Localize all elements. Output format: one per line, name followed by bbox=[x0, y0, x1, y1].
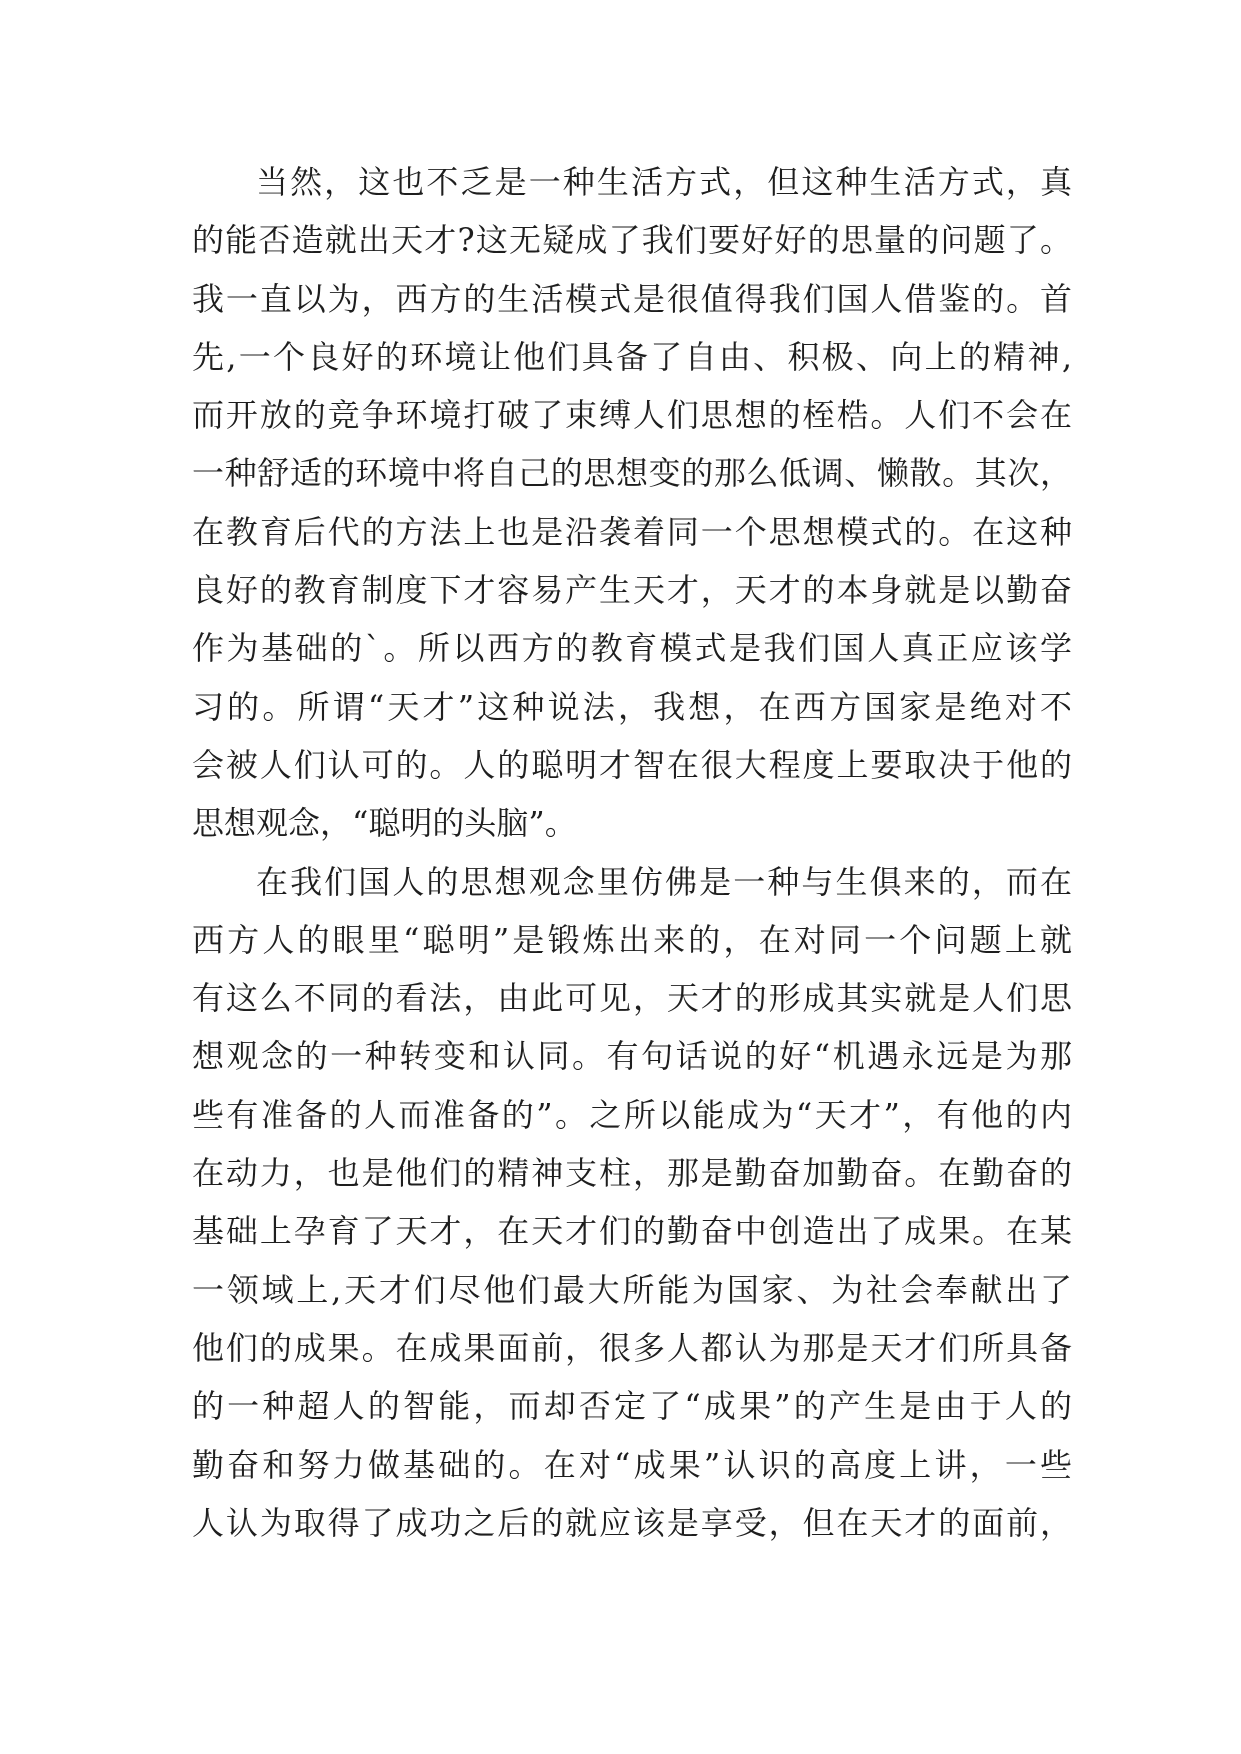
paragraph-2-line-8: 一领域上,天才们尽他们最大所能为国家、为社会奉献出了 bbox=[192, 1270, 1072, 1309]
paragraph-1-line-8: 良好的教育制度下才容易产生天才，天才的本身就是以勤奋 bbox=[192, 571, 1072, 610]
paragraph-2-line-3: 有这么不同的看法，由此可见，天才的形成其实就是人们思 bbox=[192, 979, 1072, 1018]
paragraph-1-line-9: 作为基础的`。所以西方的教育模式是我们国人真正应该学 bbox=[192, 629, 1072, 668]
paragraph-2-line-4: 想观念的一种转变和认同。有句话说的好“机遇永远是为那 bbox=[192, 1037, 1072, 1076]
body-text bbox=[192, 162, 1072, 1561]
paragraph-1-line-6: 一种舒适的环境中将自己的思想变的那么低调、懒散。其次， bbox=[192, 454, 1072, 493]
paragraph-1-line-3: 我一直以为，西方的生活模式是很值得我们国人借鉴的。首 bbox=[192, 279, 1072, 318]
paragraph-1-line-1: 当然，这也不乏是一种生活方式，但这种生活方式，真 bbox=[256, 163, 1072, 201]
paragraph-2-line-12: 人认为取得了成功之后的就应该是享受，但在天才的面前， bbox=[192, 1503, 1072, 1542]
paragraph-1-line-4: 先,一个良好的环境让他们具备了自由、积极、向上的精神, bbox=[192, 337, 1072, 376]
paragraph-2-line-9: 他们的成果。在成果面前，很多人都认为那是天才们所具备 bbox=[192, 1328, 1072, 1367]
paragraph-1-line-12: 思想观念，“聪明的头脑”。 bbox=[192, 804, 577, 843]
paragraph-1-line-5: 而开放的竞争环境打破了束缚人们思想的桎梏。人们不会在 bbox=[192, 396, 1072, 435]
paragraph-2-line-11: 勤奋和努力做基础的。在对“成果”认识的高度上讲，一些 bbox=[192, 1445, 1072, 1484]
paragraph-2-line-1: 在我们国人的思想观念里仿佛是一种与生俱来的，而在 bbox=[256, 862, 1072, 901]
paragraph-1-line-11: 会被人们认可的。人的聪明才智在很大程度上要取决于他的 bbox=[192, 745, 1072, 784]
paragraph-1-line-10: 习的。所谓“天才”这种说法，我想，在西方国家是绝对不 bbox=[192, 687, 1072, 726]
paragraph-2-line-7: 基础上孕育了天才，在天才们的勤奋中创造出了成果。在某 bbox=[192, 1212, 1072, 1251]
paragraph-1-line-7: 在教育后代的方法上也是沿袭着同一个思想模式的。在这种 bbox=[192, 512, 1072, 551]
paragraph-2-line-5: 些有准备的人而准备的”。之所以能成为“天才”，有他的内 bbox=[192, 1095, 1072, 1134]
paragraph-2-line-10: 的一种超人的智能，而却否定了“成果”的产生是由于人的 bbox=[192, 1387, 1072, 1426]
paragraph-2-line-2: 西方人的眼里“聪明”是锻炼出来的，在对同一个问题上就 bbox=[192, 920, 1072, 959]
paragraph-2-line-6: 在动力，也是他们的精神支柱，那是勤奋加勤奋。在勤奋的 bbox=[192, 1154, 1072, 1193]
paragraph-1-line-2: 的能否造就出天才?这无疑成了我们要好好的思量的问题了。 bbox=[192, 221, 1072, 260]
